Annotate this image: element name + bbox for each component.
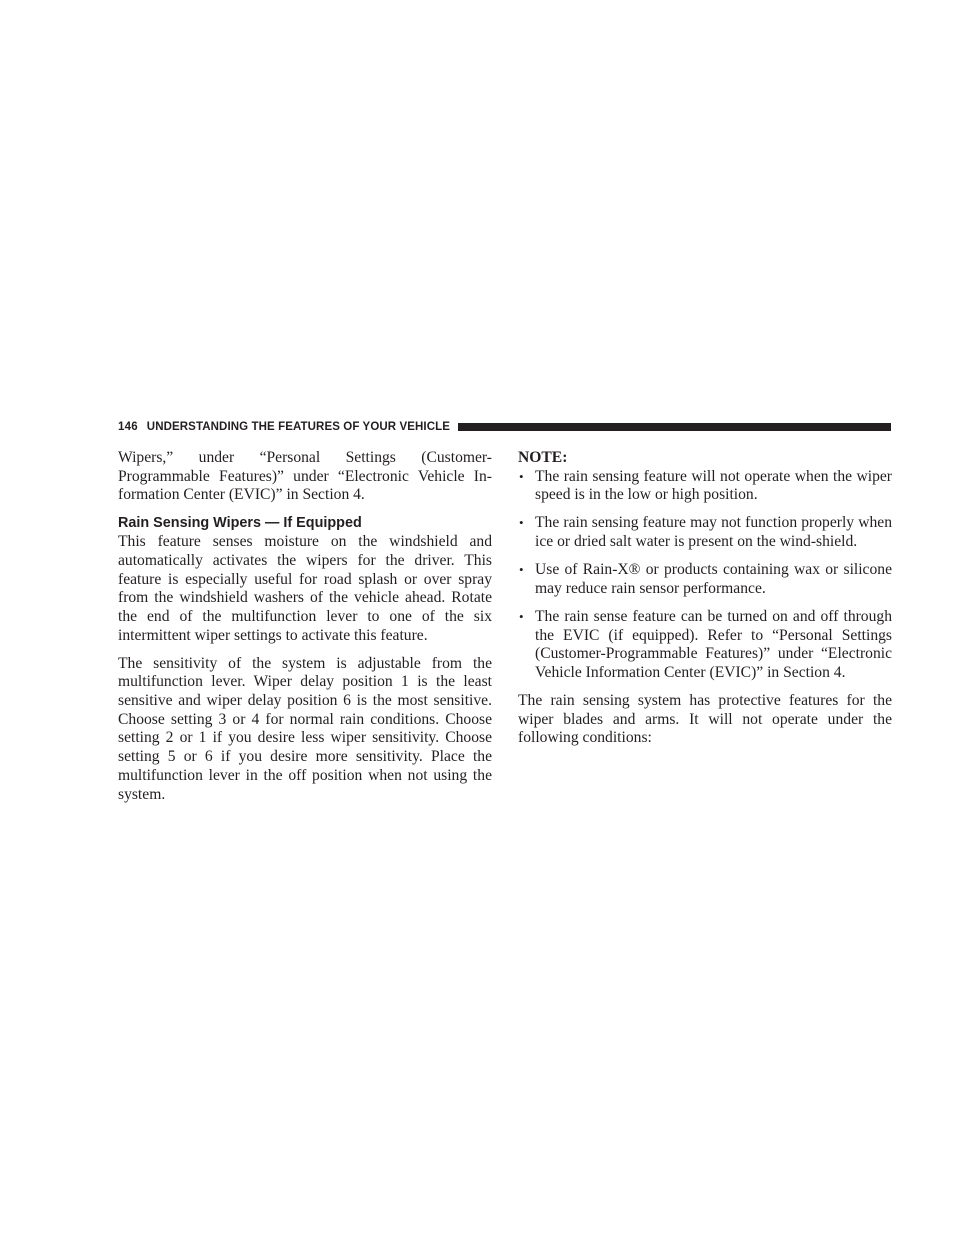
running-head: UNDERSTANDING THE FEATURES OF YOUR VEHICLE [146, 421, 451, 433]
note-list [518, 468, 892, 683]
bullet-icon: • [519, 468, 524, 484]
page-number: 146 [118, 421, 138, 433]
list-item [518, 608, 892, 683]
page-header [118, 419, 891, 435]
list-item-text: The rain sense feature can be turned on and off through the EVIC (if equipped). Refer to “Personal Settings (Customer-Programmable Features)” under “Electronic Vehicle Information Center (EVIC)” in Section 4. [535, 607, 892, 681]
bullet-icon: • [519, 515, 524, 531]
list-item [518, 514, 892, 551]
right-column [518, 449, 892, 757]
body-paragraph: This feature senses moisture on the windshield and automatically activates the wipers for the driver. This feature is especially useful for road splash or over spray from the windshield washers of the vehicle ahead. Rotate the end of the multifunction lever to one of the six intermittent wiper settings to activate this feature. [118, 533, 492, 644]
list-item-text: Use of Rain-X® or products containing wax or silicone may reduce rain sensor performance. [535, 561, 892, 597]
body-paragraph: The rain sensing system has protective features for the wiper blades and arms. It will not operate under the following conditions: [518, 691, 892, 747]
list-item-text: The rain sensing feature will not operate when the wiper speed is in the low or high position. [535, 467, 892, 504]
continued-paragraph: Wipers,” under “Personal Settings (Customer-Programmable Features)” under “Electronic Vehicle In-formation Center (EVIC)” in Section 4. [118, 449, 492, 504]
list-item-text: The rain sensing feature may not function properly when ice or dried salt water is present on the wind-shield. [535, 514, 892, 551]
list-item [518, 561, 892, 598]
bullet-icon: • [519, 562, 524, 578]
header-rule [458, 423, 891, 431]
section-heading: Rain Sensing Wipers — If Equipped [118, 515, 362, 532]
note-label: NOTE: [518, 449, 568, 466]
bullet-icon: • [519, 608, 524, 624]
list-item [518, 468, 892, 505]
left-column [118, 449, 492, 814]
body-paragraph: The sensitivity of the system is adjustable from the multifunction lever. Wiper delay position 1 is the least sensitive and wiper delay position 6 is the most sensitive. Choose setting 3 or 4 for normal rain conditions. Choose setting 2 or 1 if you desire less wiper sensitivity. Choose setting 5 or 6 if you desire more sensitivity. Place the multifunction lever in the off position when not using the system. [118, 654, 492, 803]
